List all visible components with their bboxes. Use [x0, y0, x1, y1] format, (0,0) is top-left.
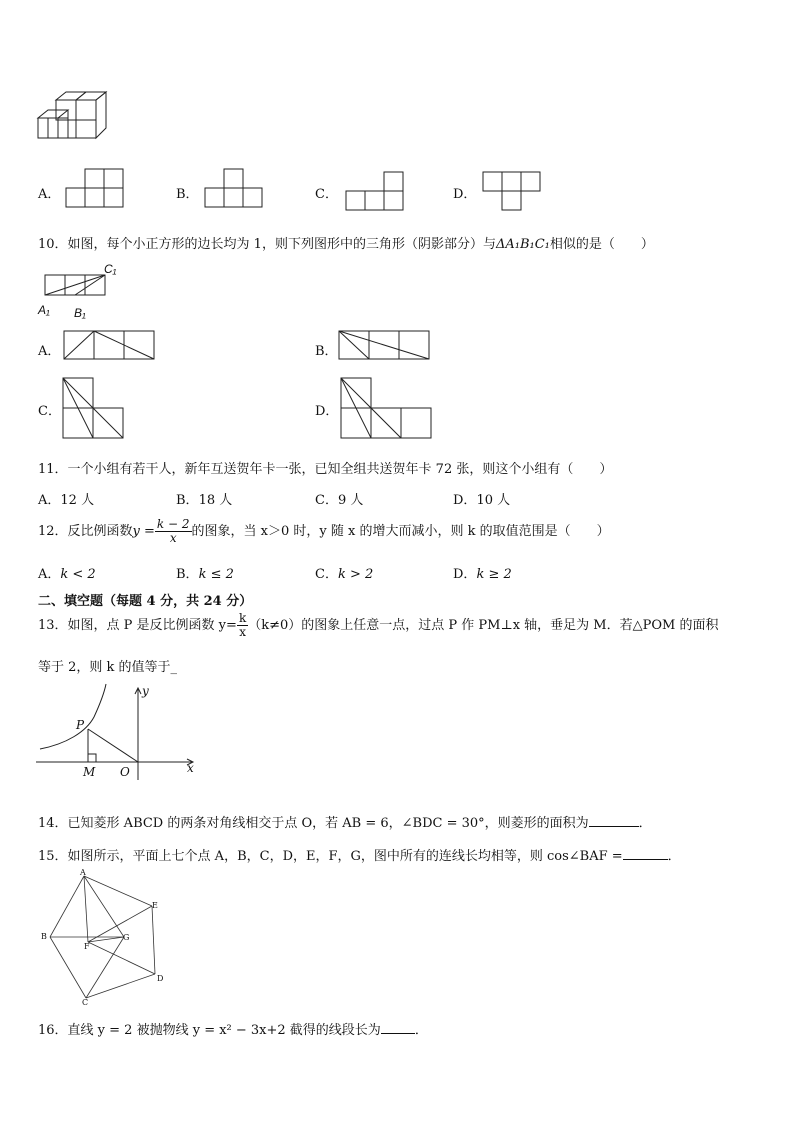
q15-label-a: A — [80, 868, 86, 877]
q11-option-b[interactable] — [176, 489, 232, 508]
q10-option-a-label[interactable]: A． — [38, 344, 61, 359]
q11-option-d-text: 10 人 — [476, 493, 511, 508]
q10-option-c-label[interactable]: C． — [38, 404, 61, 419]
q14-stem-text: 14．已知菱形 ABCD 的两条对角线相交于点 O，若 AB = 6，∠BDC = 30°，则菱形的面积为 — [38, 816, 589, 831]
q9-option-c-label[interactable]: C． — [315, 187, 338, 202]
q13-label-p: P — [76, 718, 85, 732]
q11-option-c[interactable] — [315, 489, 363, 508]
q12-option-c[interactable] — [315, 563, 373, 582]
q15-label-b: B — [41, 932, 47, 941]
q16-stem-text: 16．直线 y = 2 被抛物线 y = x² − 3x+2 截得的线段长为 — [38, 1023, 381, 1038]
q13-graph-figure — [36, 682, 201, 782]
q13-label-x: x — [187, 761, 194, 775]
q14-end: ． — [638, 816, 652, 831]
q10-stem-text: 10．如图，每个小正方形的边长均为 1，则下列图形中的三角形（阴影部分）与 — [38, 237, 496, 252]
q15-label-g: G — [123, 933, 130, 942]
q15-heptagon-figure — [40, 870, 170, 1010]
q9-option-d-figure[interactable] — [482, 171, 542, 213]
q10-option-b-figure[interactable] — [338, 330, 430, 360]
q10-option-b-label[interactable]: B． — [315, 344, 338, 359]
q15-label-e: E — [152, 901, 158, 910]
q15-label-f: F — [84, 942, 90, 951]
q13-stem-post: （k≠0）的图象上任意一点，过点 P 作 PM⊥x 轴，垂足为 M．若△POM 的面积 — [248, 618, 719, 633]
q12-option-b-letter: B． — [176, 567, 199, 582]
q12-stem — [38, 518, 610, 545]
q14-stem — [38, 812, 652, 831]
q12-option-d-letter: D． — [453, 567, 477, 582]
q11-option-c-letter: C． — [315, 493, 338, 508]
q9-option-b-figure[interactable] — [204, 168, 264, 208]
q9-option-c-figure[interactable] — [345, 171, 405, 213]
cube-stack-figure — [36, 90, 108, 142]
q12-option-b-text: k ≤ 2 — [198, 567, 234, 582]
q11-option-b-text: 18 人 — [198, 493, 233, 508]
q12-stem-pre: 12．反比例函数 — [38, 524, 133, 539]
q12-fraction — [155, 518, 192, 545]
q10-label-b1: B₁ — [74, 306, 86, 320]
q12-frac-num: k − 2 — [156, 517, 190, 531]
q13-stem-pre: 13．如图，点 P 是反比例函数 y= — [38, 618, 237, 633]
q10-option-a-figure[interactable] — [63, 330, 155, 360]
q12-func-lhs: y = — [132, 524, 155, 539]
q11-option-d[interactable] — [453, 489, 510, 508]
q13-frac-num: k — [238, 611, 247, 625]
q11-option-d-letter: D． — [453, 493, 477, 508]
q11-option-b-letter: B． — [176, 493, 199, 508]
q12-option-d-text: k ≥ 2 — [476, 567, 512, 582]
q10-stem-math: ΔA₁B₁C₁ — [495, 237, 550, 252]
q10-stem-end: 相似的是（ ） — [549, 237, 654, 252]
q15-answer-blank[interactable] — [623, 847, 668, 860]
q10-label-c1: C₁ — [104, 262, 117, 276]
q11-stem: 11．一个小组有若干人，新年互送贺年卡一张，已知全组共送贺年卡 72 张，则这个小组有（ ） — [38, 462, 613, 477]
q15-label-d: D — [157, 974, 164, 983]
q13-stem — [38, 612, 718, 639]
q12-option-c-text: k > 2 — [337, 567, 374, 582]
q16-end: ． — [414, 1023, 428, 1038]
q13-label-y: y — [142, 684, 149, 698]
q10-reference-figure — [44, 272, 110, 298]
q12-option-a-text: k < 2 — [60, 567, 96, 582]
q12-option-b[interactable] — [176, 563, 234, 582]
q12-frac-den: x — [169, 531, 177, 545]
q13-fraction — [237, 612, 248, 639]
q16-answer-blank[interactable] — [381, 1021, 415, 1034]
q10-stem — [38, 233, 654, 252]
q11-option-a-text: 12 人 — [60, 493, 95, 508]
q12-option-d[interactable] — [453, 563, 512, 582]
q10-option-d-label[interactable]: D． — [315, 404, 339, 419]
q9-option-a-label[interactable]: A． — [38, 187, 61, 202]
q10-option-d-figure[interactable] — [340, 377, 432, 439]
q12-stem-post: 的图象，当 x＞0 时，y 随 x 的增大而减小，则 k 的取值范围是（ ） — [191, 524, 610, 539]
q12-option-a-letter: A． — [38, 567, 61, 582]
q9-option-b-label[interactable]: B． — [176, 187, 199, 202]
q11-option-c-text: 9 人 — [337, 493, 364, 508]
q11-option-a[interactable] — [38, 489, 94, 508]
q12-option-a[interactable] — [38, 563, 96, 582]
q13-frac-den: x — [239, 625, 246, 639]
q13-line2: 等于 2，则 k 的值等于_ — [38, 660, 178, 675]
q9-option-a-figure[interactable] — [65, 168, 125, 208]
section-heading: 二、填空题（每题 4 分，共 24 分） — [38, 594, 253, 609]
q11-option-a-letter: A． — [38, 493, 61, 508]
q10-label-a1: A₁ — [38, 303, 50, 317]
q10-option-c-figure[interactable] — [62, 377, 124, 439]
q15-stem — [38, 845, 681, 864]
q15-label-c: C — [82, 998, 89, 1007]
q16-stem — [38, 1019, 428, 1038]
q15-stem-text: 15．如图所示，平面上七个点 A，B，C，D，E，F，G，图中所有的连线长均相等，则 cos∠BAF = — [38, 849, 623, 864]
q14-answer-blank[interactable] — [589, 814, 639, 827]
q13-label-m: M — [83, 765, 96, 779]
q13-label-o: O — [120, 765, 130, 779]
q12-option-c-letter: C． — [315, 567, 338, 582]
q15-end: ． — [667, 849, 681, 864]
q9-option-d-label[interactable]: D． — [453, 187, 477, 202]
